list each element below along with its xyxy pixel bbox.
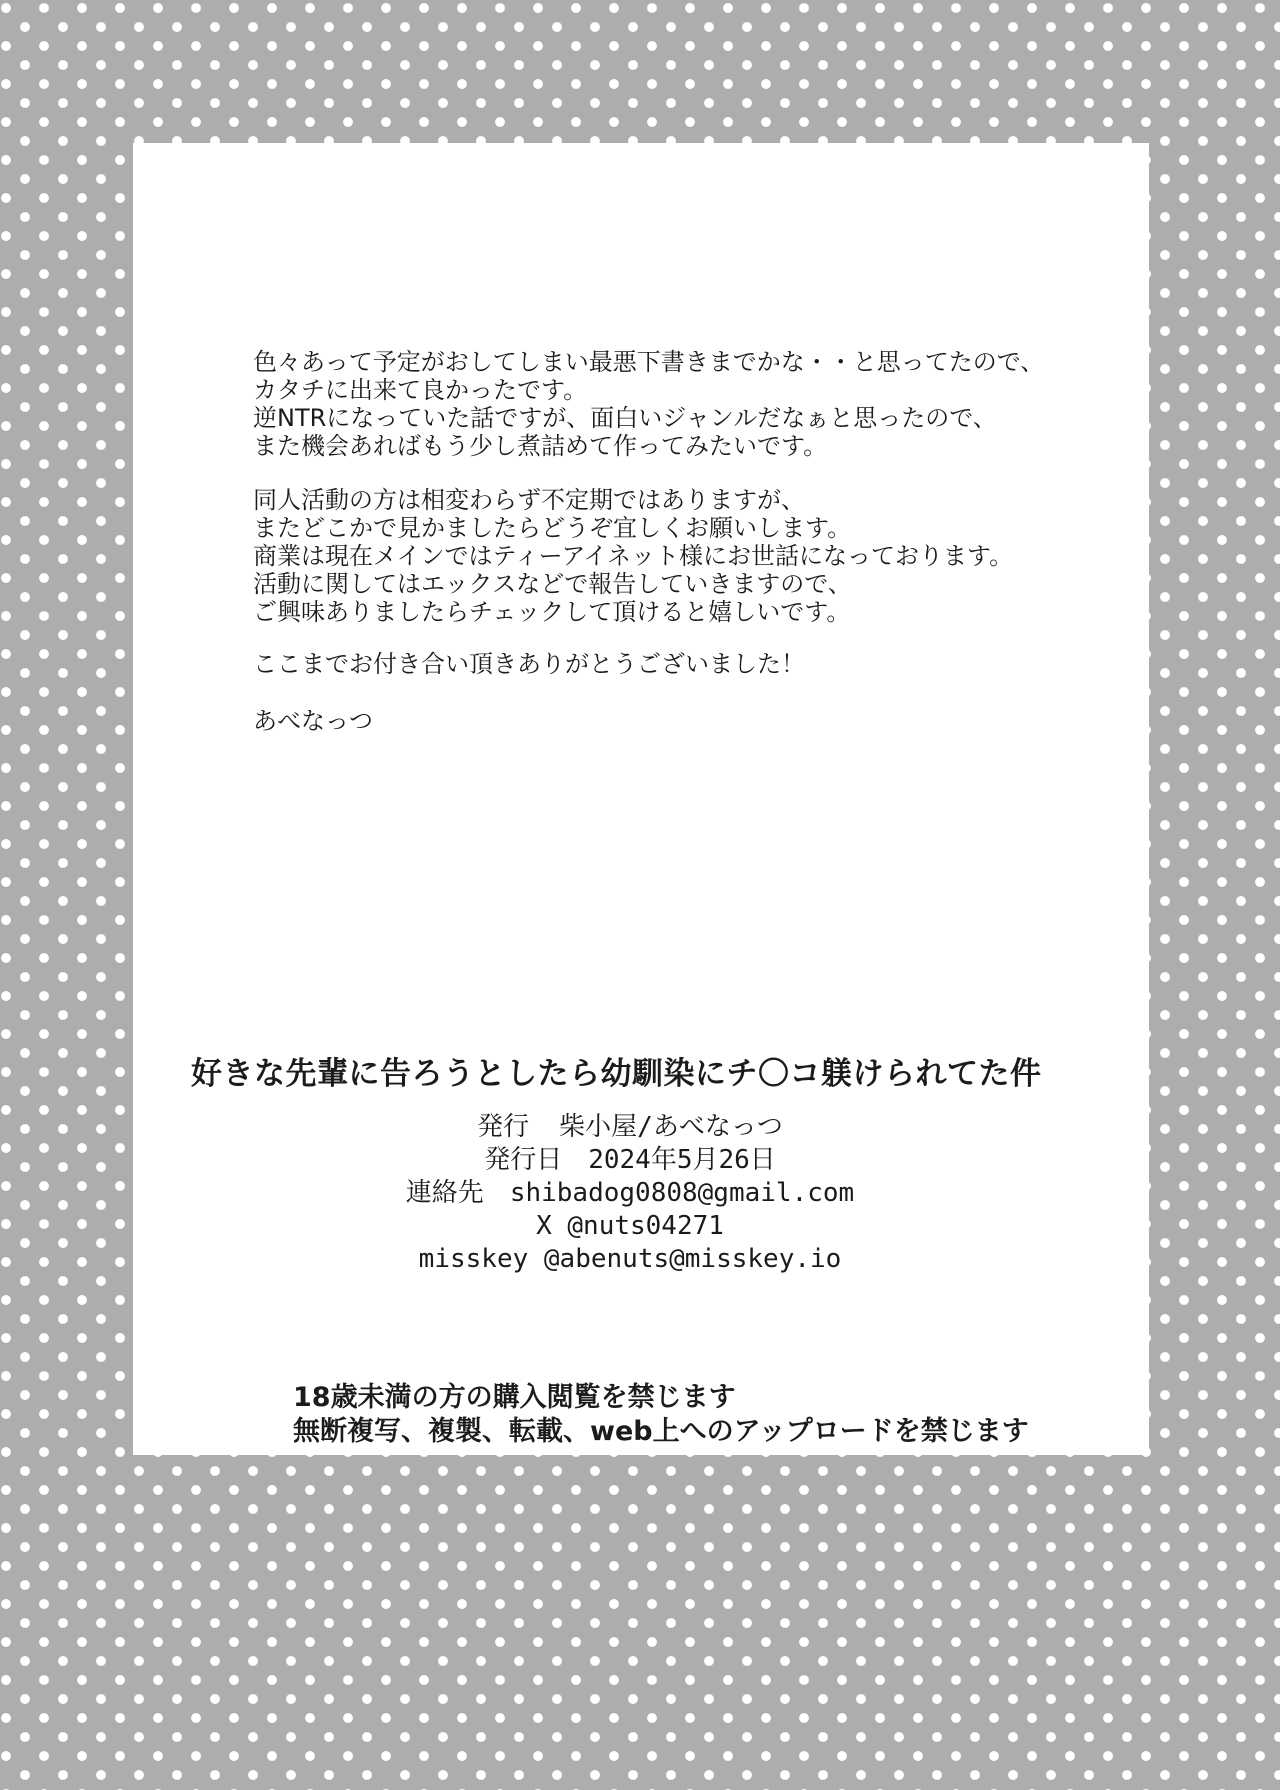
afterword-line: 活動に関してはエックスなどで報告していきますので、 — [253, 570, 852, 598]
colophon-block — [133, 1111, 1127, 1276]
afterword-line: ご興味ありましたらチェックして頂けると嬉しいです。 — [253, 598, 851, 626]
doujin-title: 好きな先輩に告ろうとしたら幼馴染にチ〇コ躾けられてた件 — [191, 1056, 1042, 1092]
afterword-line: また機会あればもう少し煮詰めて作ってみたいです。 — [253, 432, 828, 460]
author-signature: あべなっつ — [253, 707, 373, 735]
afterword-paragraph-2 — [253, 486, 1044, 626]
doujin-colophon-page — [133, 143, 1149, 1455]
afterword-line: 逆NTRになっていた話ですが、面白いジャンルだなぁと思ったので、 — [253, 404, 997, 432]
colophon-date-row — [133, 1144, 1127, 1177]
afterword-line: またどこかで見かましたらどうぞ宜しくお願いします。 — [253, 514, 852, 542]
thanks-line: ここまでお付き合い頂きありがとうございました！ — [253, 650, 805, 678]
afterword-paragraph-1 — [253, 348, 1044, 460]
afterword-line: カタチに出来て良かったです。 — [253, 376, 588, 404]
afterword-line: 商業は現在メインではティーアイネット様にお世話になっております。 — [253, 542, 1014, 570]
publisher-name: 柴小屋/あべなっつ — [559, 1112, 783, 1142]
legal-notice-block — [293, 1381, 1029, 1449]
afterword-line: 色々あって予定がおしてしまい最悪下書きまでかな・・と思ってたので、 — [253, 348, 1045, 376]
date-label: 発行日 — [484, 1145, 563, 1175]
contact-email: shibadog0808@gmail.com — [509, 1178, 855, 1208]
x-handle: X @nuts04271 — [536, 1211, 724, 1241]
colophon-x-row — [133, 1210, 1127, 1243]
publisher-label: 発行 — [477, 1112, 530, 1142]
contact-label: 連絡先 — [405, 1178, 484, 1208]
age-restriction-notice: 18歳未満の方の購入閲覧を禁じます — [293, 1382, 736, 1413]
afterword-text-block — [253, 348, 1044, 735]
colophon-publisher-row — [133, 1111, 1127, 1144]
publication-date: 2024年5月26日 — [588, 1145, 776, 1175]
colophon-contact-row — [133, 1177, 1127, 1210]
misskey-handle: misskey @abenuts@misskey.io — [418, 1244, 842, 1274]
no-reproduction-notice: 無断複写、複製、転載、web上へのアップロードを禁じます — [293, 1416, 1029, 1447]
afterword-line: 同人活動の方は相変わらず不定期ではありますが、 — [253, 486, 805, 514]
colophon-misskey-row — [133, 1243, 1127, 1276]
